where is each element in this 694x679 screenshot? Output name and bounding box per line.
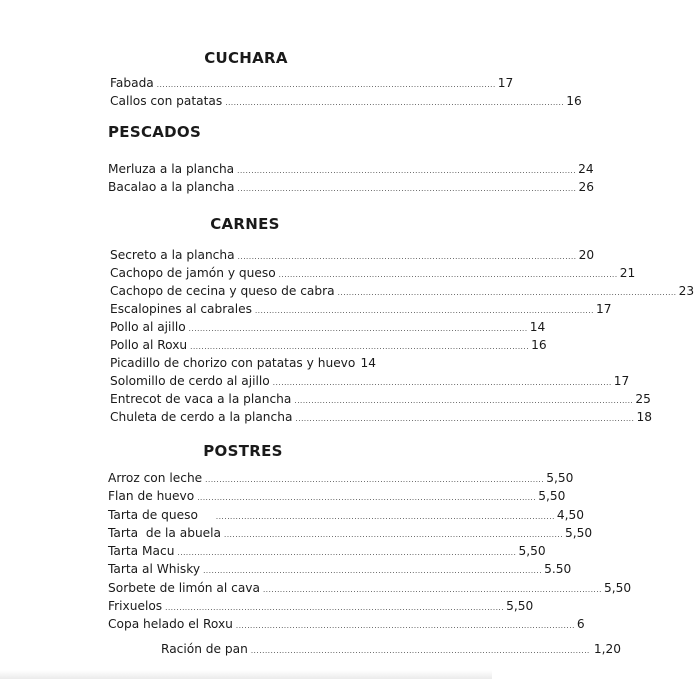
bread-portion-line: Ración de pan ........................................................................................................................ 1,20 xyxy=(161,642,622,656)
menu-item: Callos con patatas ........................................................................................................................ 16 xyxy=(110,94,582,108)
menu-item: Flan de huevo ........................................................................................................................ 5,50 xyxy=(108,489,566,503)
section-title-postres: POSTRES xyxy=(203,442,283,460)
menu-item: Copa helado el Roxu ........................................................................................................................ 6 xyxy=(108,617,585,631)
menu-item: Fabada ........................................................................................................................ 17 xyxy=(110,76,514,90)
menu-item: Frixuelos ........................................................................................................................ 5,50 xyxy=(108,599,534,613)
section-title-carnes: CARNES xyxy=(210,215,280,233)
menu-item: Secreto a la plancha ........................................................................................................................ 20 xyxy=(110,248,595,262)
menu-item: Pollo al ajillo ........................................................................................................................ 14 xyxy=(110,320,546,334)
menu-item: Arroz con leche ........................................................................................................................ 5,50 xyxy=(108,471,574,485)
menu-item: Escalopines al cabrales ........................................................................................................................ 17 xyxy=(110,302,612,316)
menu-item: Bacalao a la plancha ........................................................................................................................ 26 xyxy=(108,180,594,194)
section-title-pescados: PESCADOS xyxy=(108,123,202,141)
menu-item: Tarta Macu ........................................................................................................................ 5,50 xyxy=(108,544,546,558)
menu-item: Tarta de la abuela ........................................................................................................................ 5,50 xyxy=(108,526,593,540)
menu-item: Cachopo de jamón y queso ........................................................................................................................ 21 xyxy=(110,266,636,280)
menu-item: Tarta al Whisky ........................................................................................................................ 5.50 xyxy=(108,562,572,576)
menu-item: Sorbete de limón al cava ........................................................................................................................ 5,50 xyxy=(108,581,632,595)
menu-item: Entrecot de vaca a la plancha ........................................................................................................................ 25 xyxy=(110,392,651,406)
menu-item: Solomillo de cerdo al ajillo ........................................................................................................................ 17 xyxy=(110,374,630,388)
menu-item: Merluza a la plancha ........................................................................................................................ 24 xyxy=(108,162,594,176)
page-bottom-edge xyxy=(0,670,492,679)
menu-item: Cachopo de cecina y queso de cabra ........................................................................................................................ 23 xyxy=(110,284,694,298)
menu-item: Pollo al Roxu ........................................................................................................................ 16 xyxy=(110,338,547,352)
menu-item: Tarta de queso ........................................................................................................................ 4,50 xyxy=(108,508,585,522)
menu-item: Chuleta de cerdo a la plancha ........................................................................................................................ 18 xyxy=(110,410,652,424)
section-title-cuchara: CUCHARA xyxy=(204,49,288,67)
menu-item: Picadillo de chorizo con patatas y huevo 14 xyxy=(110,356,376,370)
